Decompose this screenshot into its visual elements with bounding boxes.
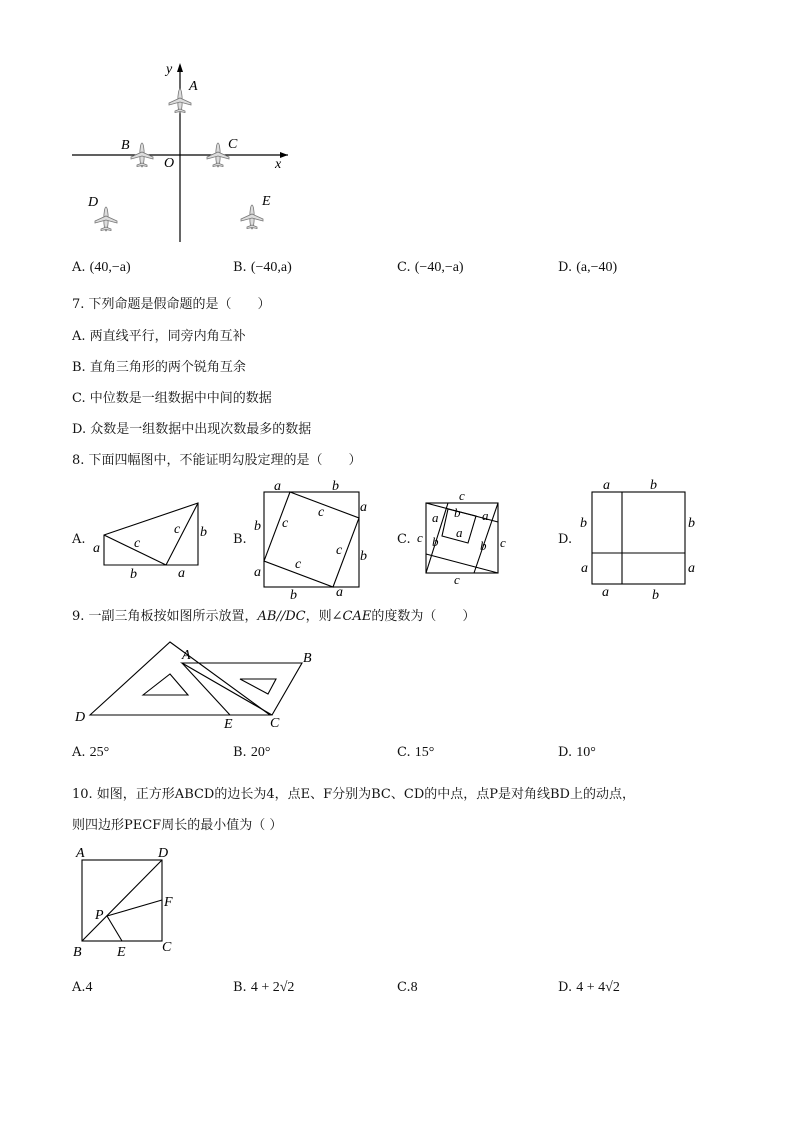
option-value: 15° <box>414 745 435 760</box>
airplane-icon <box>241 205 263 229</box>
svg-text:c: c <box>282 516 289 531</box>
option-value: 4 + 2√2 <box>250 980 295 995</box>
svg-text:c: c <box>459 488 465 503</box>
q7-stem: 7. 下列命题是假命题的是（ ） <box>72 297 271 312</box>
option-value: 4 + 4√2 <box>576 980 620 995</box>
svg-text:b: b <box>332 479 339 494</box>
svg-text:c: c <box>134 536 141 551</box>
option-value: 4 <box>85 980 93 995</box>
point-label-c: C <box>228 137 238 152</box>
q8-option-d-letter: D. <box>558 532 573 547</box>
svg-text:A: A <box>182 648 191 663</box>
q7-option-c: C. 中位数是一组数据中中间的数据 <box>72 391 272 406</box>
point-label-e: E <box>262 194 271 209</box>
point-label-b: B <box>121 138 130 153</box>
svg-text:D: D <box>75 710 86 725</box>
q8-stem: 8. 下面四幅图中，不能证明勾股定理的是（ ） <box>72 453 362 468</box>
option-letter: C. <box>397 745 411 760</box>
q9-option-c <box>397 745 434 761</box>
svg-text:C: C <box>270 716 280 731</box>
q6-option-d <box>558 260 617 276</box>
svg-text:B: B <box>303 651 312 666</box>
svg-text:b: b <box>432 534 439 549</box>
svg-text:C: C <box>162 940 172 955</box>
q9-option-b <box>233 745 270 761</box>
q10-stem-line2: 则四边形PECF周长的最小值为（ ） <box>72 818 283 833</box>
y-axis-label: y <box>166 62 173 77</box>
option-value: (a,−40) <box>576 260 618 275</box>
option-value: 10° <box>576 745 596 760</box>
option-letter: A. <box>72 745 86 760</box>
option-value: 8 <box>410 980 418 995</box>
svg-text:c: c <box>318 505 325 520</box>
option-value: (−40,a) <box>250 260 292 275</box>
q8-figure-a <box>88 495 208 580</box>
svg-text:F: F <box>164 895 173 910</box>
q9-stem-angle: ∠CAE <box>331 609 372 624</box>
option-letter: D. <box>558 260 573 275</box>
svg-text:B: B <box>73 945 82 960</box>
q8-option-a-letter: A. <box>72 532 86 547</box>
svg-text:a: a <box>602 585 609 600</box>
option-letter: C. <box>397 260 411 275</box>
q10-figure <box>70 843 190 963</box>
svg-text:a: a <box>581 561 588 576</box>
svg-text:b: b <box>650 478 657 493</box>
svg-text:b: b <box>688 516 695 531</box>
svg-text:a: a <box>254 565 261 580</box>
q9-stem-suffix: 的度数为（ ） <box>371 609 476 624</box>
svg-text:b: b <box>130 567 137 580</box>
q7-option-b: B. 直角三角形的两个锐角互余 <box>72 360 246 375</box>
svg-text:b: b <box>652 588 659 603</box>
svg-text:a: a <box>336 585 343 600</box>
q9-stem-prefix: 9. 一副三角板按如图所示放置， <box>72 609 258 624</box>
q9-figure <box>70 635 330 735</box>
option-letter: D. <box>558 980 573 995</box>
x-axis-label: x <box>275 157 282 172</box>
option-letter: A. <box>72 980 86 995</box>
svg-text:b: b <box>480 538 487 553</box>
coordinate-figure <box>60 55 300 250</box>
svg-text:c: c <box>174 522 181 537</box>
q9-stem-math: AB//DC <box>257 609 306 624</box>
svg-text:a: a <box>360 500 367 515</box>
y-axis-arrow <box>177 63 183 72</box>
q8-option-c-letter: C. <box>397 532 411 547</box>
svg-text:c: c <box>417 530 423 545</box>
q9-stem-mid: ，则 <box>305 609 332 624</box>
q10-stem-line1: 10. 如图，正方形ABCD的边长为4，点E、F分别为BC、CD的中点，点P是对角线BD上的动点， <box>72 787 635 802</box>
q10-option-c <box>397 980 418 996</box>
point-label-d: D <box>88 195 99 210</box>
svg-text:a: a <box>688 561 695 576</box>
svg-text:P: P <box>95 908 104 923</box>
option-value: 20° <box>250 745 271 760</box>
airplane-icon <box>95 207 117 231</box>
q7-option-d: D. 众数是一组数据中出现次数最多的数据 <box>72 422 312 437</box>
airplane-icon <box>169 89 191 113</box>
svg-text:b: b <box>290 588 297 603</box>
svg-text:E: E <box>224 717 233 732</box>
option-value: (−40,−a) <box>414 260 464 275</box>
option-letter: C. <box>397 980 411 995</box>
svg-text:a: a <box>432 510 439 525</box>
svg-text:a: a <box>93 541 100 556</box>
svg-text:b: b <box>254 519 261 534</box>
svg-text:E: E <box>117 945 126 960</box>
option-value: 25° <box>89 745 110 760</box>
q10-option-d <box>558 980 620 996</box>
q10-option-a <box>72 980 93 996</box>
svg-text:c: c <box>295 557 302 572</box>
svg-text:a: a <box>482 508 489 523</box>
diagonal-bd <box>82 860 162 941</box>
q8-figure-c <box>412 488 512 588</box>
svg-text:A: A <box>76 846 85 861</box>
option-letter: B. <box>233 260 247 275</box>
q6-option-c <box>397 260 464 276</box>
svg-text:a: a <box>274 479 281 494</box>
svg-text:c: c <box>336 543 343 558</box>
option-letter: D. <box>558 745 573 760</box>
point-label-a: A <box>189 79 198 94</box>
q9-option-d <box>558 745 596 761</box>
svg-text:c: c <box>454 572 460 587</box>
svg-text:D: D <box>158 846 169 861</box>
svg-text:b: b <box>580 516 587 531</box>
q8-figure-d <box>576 478 701 603</box>
q6-option-b <box>233 260 292 276</box>
origin-label: O <box>164 156 175 171</box>
svg-text:b: b <box>200 525 207 540</box>
svg-text:c: c <box>500 535 506 550</box>
svg-text:b: b <box>454 505 461 520</box>
svg-text:a: a <box>456 525 463 540</box>
option-letter: B. <box>233 980 247 995</box>
svg-text:a: a <box>178 566 185 580</box>
q9-option-a <box>72 745 109 761</box>
q8-figure-b <box>250 478 375 603</box>
q8-option-b-letter: B. <box>233 532 247 547</box>
option-letter: B. <box>233 745 247 760</box>
q10-option-b <box>233 980 294 996</box>
q7-option-a: A. 两直线平行，同旁内角互补 <box>72 329 246 344</box>
option-letter: A. <box>72 260 86 275</box>
q9-stem <box>72 609 475 625</box>
option-value: (40,−a) <box>89 260 131 275</box>
svg-text:a: a <box>603 478 610 493</box>
q6-option-a <box>72 260 131 276</box>
svg-text:b: b <box>360 549 367 564</box>
